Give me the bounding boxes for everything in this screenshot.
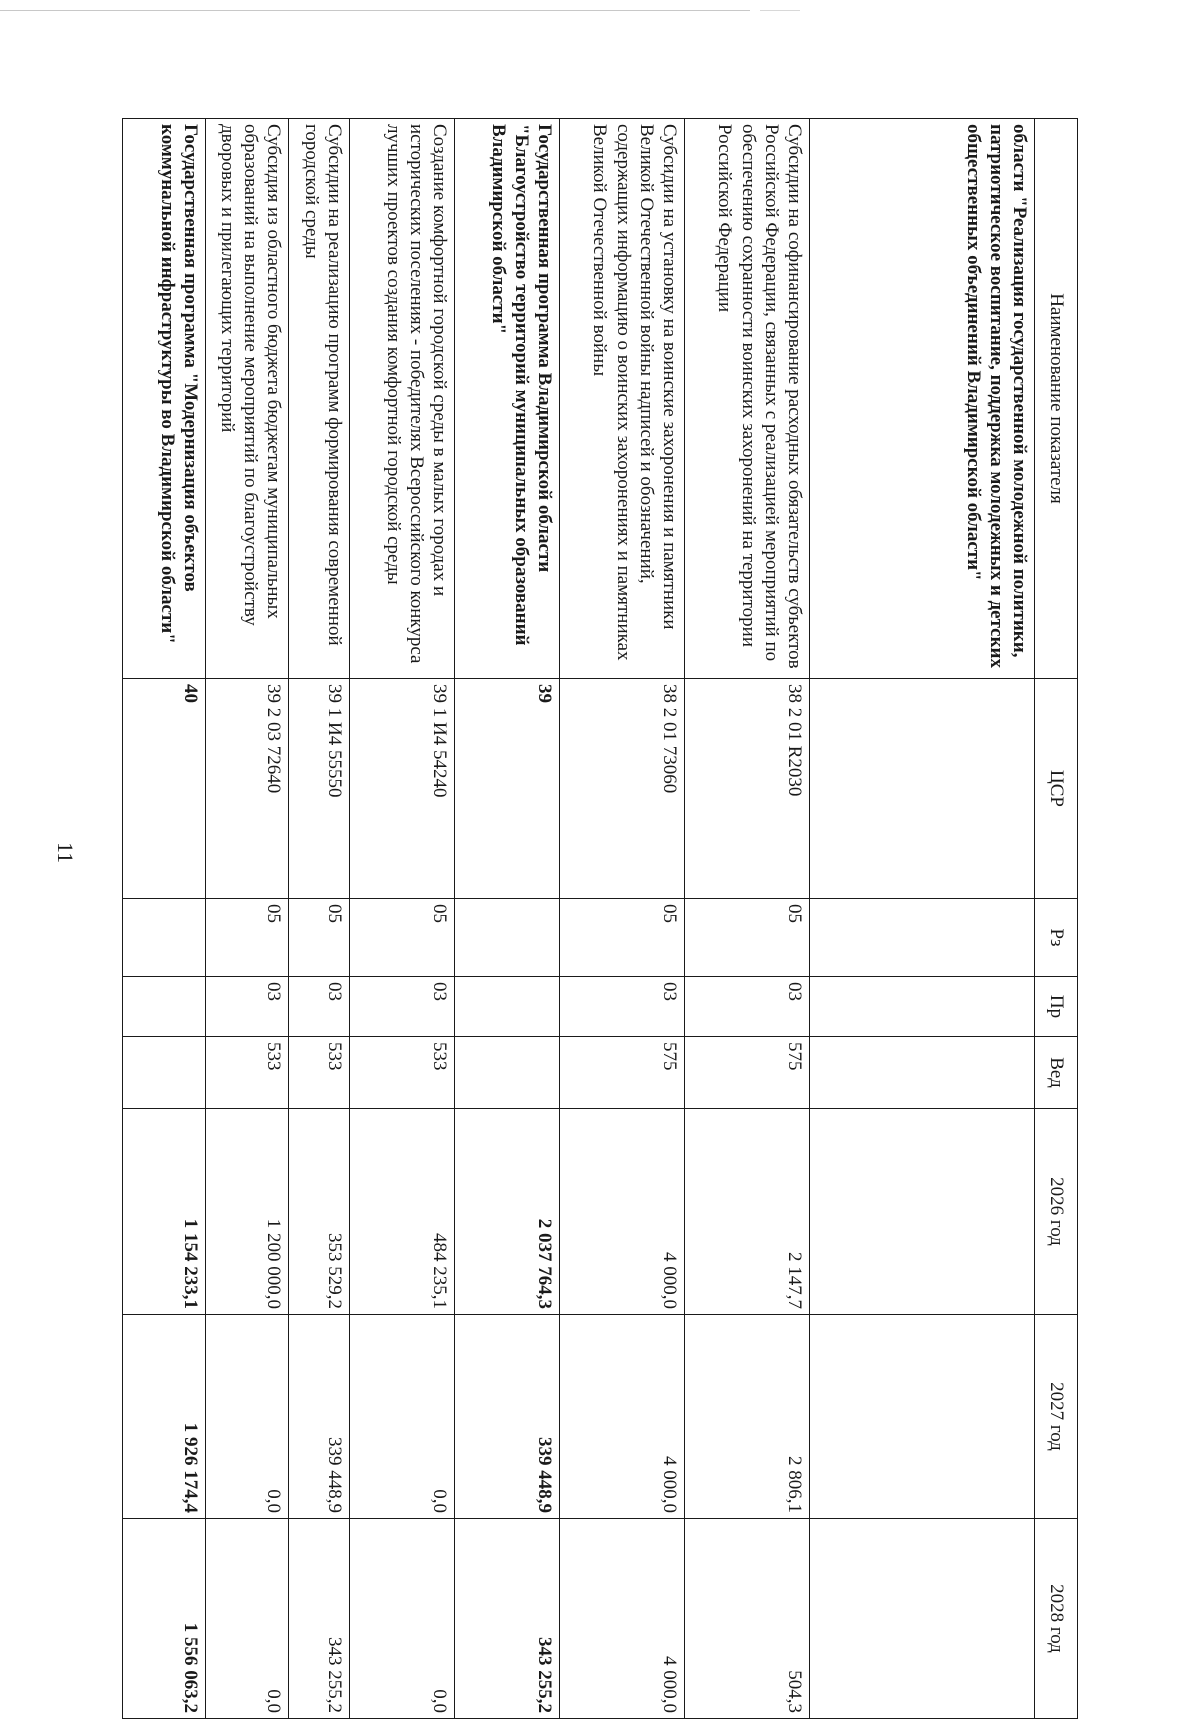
cell-2026: 2 147,7 [685,1109,810,1315]
table-row [455,119,560,1719]
scan-edge-line [0,10,750,11]
rotated-table-container [156,118,1078,1718]
cell-name: Государственная программа "Модернизация объектов коммунальной инфраструктуры во Владимирской области" [123,119,206,679]
cell-2027: 339 448,9 [289,1315,350,1519]
cell-2028: 504,3 [685,1519,810,1719]
cell-pr [455,977,560,1037]
page-number: 11 [53,842,78,864]
cell-name: Создание комфортной городской среды в малых городах и исторических поселениях - победителях Всероссийского конкурса лучших проектов создания комфортной городской среды [350,119,455,679]
table-row [123,119,206,1719]
cell-2028: 0,0 [350,1519,455,1719]
cell-2027 [810,1315,1035,1519]
cell-rz [123,899,206,977]
cell-2027: 1 926 174,4 [123,1315,206,1519]
cell-name: Субсидии на установку на воинские захоронения и памятники Великой Отечественной войны надписей и обозначений, содержащих информацию о воинских захоронениях и памятниках Великой Отечественной войны [560,119,685,679]
cell-ved: 533 [350,1037,455,1109]
cell-2028: 343 255,2 [289,1519,350,1719]
header-rz: Рз [1035,899,1078,977]
cell-name: Субсидии на софинансирование расходных обязательств субъектов Российской Федерации, связанных с реализацией мероприятий по обеспечению сохранности воинских захоронений на территории Российской Федерации [685,119,810,679]
cell-2026: 4 000,0 [560,1109,685,1315]
header-pr: Пр [1035,977,1078,1037]
cell-ved: 575 [560,1037,685,1109]
cell-name: Субсидия из областного бюджета бюджетам муниципальных образований на выполнение мероприятий по благоустройству дворовых и прилегающих территорий [206,119,289,679]
cell-2028: 4 000,0 [560,1519,685,1719]
cell-csr: 40 [123,679,206,899]
header-2026: 2026 год [1035,1109,1078,1315]
cell-rz: 05 [289,899,350,977]
cell-ved [810,1037,1035,1109]
cell-rz: 05 [560,899,685,977]
cell-2027: 339 448,9 [455,1315,560,1519]
cell-name: области "Реализация государственной молодежной политики, патриотическое воспитание, поддержка молодежных и детских общественных объединений Владимирской области" [810,119,1035,679]
cell-ved: 575 [685,1037,810,1109]
cell-rz [810,899,1035,977]
cell-2026: 1 154 233,1 [123,1109,206,1315]
cell-pr: 03 [685,977,810,1037]
cell-rz: 05 [350,899,455,977]
cell-2028: 343 255,2 [455,1519,560,1719]
cell-ved: 533 [206,1037,289,1109]
cell-csr: 39 2 03 72640 [206,679,289,899]
table-header-row [1035,119,1078,1719]
table-row [810,119,1035,1719]
cell-2026: 2 037 764,3 [455,1109,560,1315]
cell-csr [810,679,1035,899]
cell-2026 [810,1109,1035,1315]
budget-table [122,118,1078,1719]
header-name: Наименование показателя [1035,119,1078,679]
cell-csr: 39 1 И4 54240 [350,679,455,899]
header-ved: Вед [1035,1037,1078,1109]
cell-2026: 353 529,2 [289,1109,350,1315]
header-csr: ЦСР [1035,679,1078,899]
cell-2028 [810,1519,1035,1719]
cell-pr: 03 [206,977,289,1037]
cell-2026: 1 200 000,0 [206,1109,289,1315]
cell-2028: 1 556 063,2 [123,1519,206,1719]
cell-name: Государственная программа Владимирской области "Благоустройство территорий муниципальных образований Владимирской области" [455,119,560,679]
cell-csr: 39 1 И4 55550 [289,679,350,899]
table-row [685,119,810,1719]
cell-pr [810,977,1035,1037]
table-row [350,119,455,1719]
cell-rz: 05 [206,899,289,977]
cell-csr: 38 2 01 R2030 [685,679,810,899]
cell-csr: 39 [455,679,560,899]
cell-2026: 484 235,1 [350,1109,455,1315]
table-row [560,119,685,1719]
cell-pr: 03 [350,977,455,1037]
cell-ved: 533 [289,1037,350,1109]
cell-ved [455,1037,560,1109]
table-row [206,119,289,1719]
header-2028: 2028 год [1035,1519,1078,1719]
scan-edge-dash [760,10,800,11]
cell-ved [123,1037,206,1109]
cell-2028: 0,0 [206,1519,289,1719]
cell-name: Субсидии на реализацию программ формирования современной городской среды [289,119,350,679]
cell-csr: 38 2 01 73060 [560,679,685,899]
cell-2027: 0,0 [350,1315,455,1519]
cell-pr: 03 [289,977,350,1037]
cell-pr [123,977,206,1037]
cell-2027: 0,0 [206,1315,289,1519]
cell-2027: 2 806,1 [685,1315,810,1519]
table-row [289,119,350,1719]
header-2027: 2027 год [1035,1315,1078,1519]
cell-pr: 03 [560,977,685,1037]
cell-2027: 4 000,0 [560,1315,685,1519]
cell-rz: 05 [685,899,810,977]
cell-rz [455,899,560,977]
